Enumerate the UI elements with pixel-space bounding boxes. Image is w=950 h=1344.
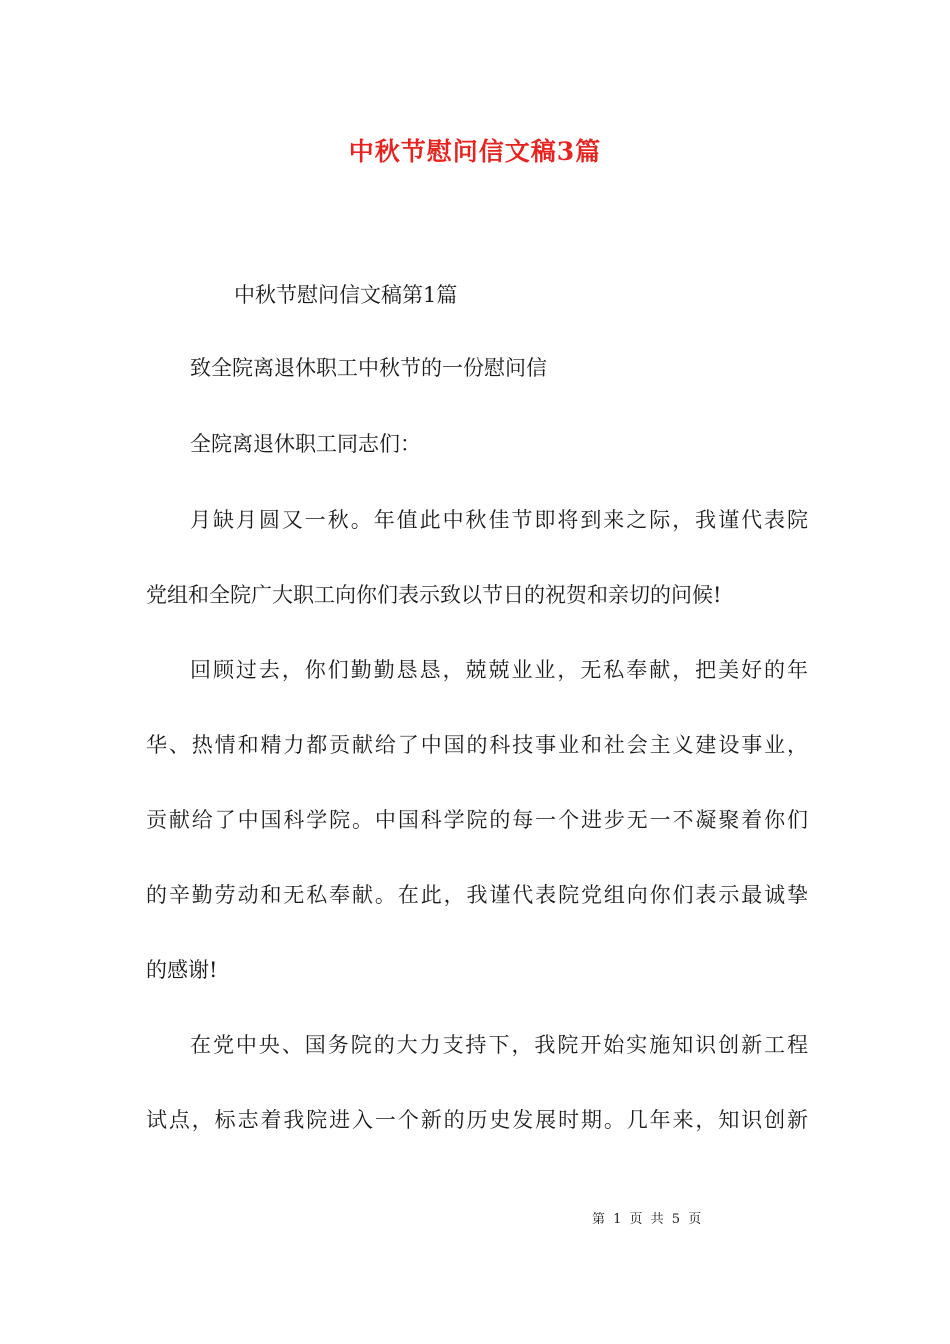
paragraph-line: 在党中央、国务院的大力支持下，我院开始实施知识创新工程 <box>190 1033 808 1057</box>
paragraph-line: 贡献给了中国科学院。中国科学院的每一个进步无一不凝聚着你们 <box>146 808 808 832</box>
paragraph-line: 党组和全院广大职工向你们表示致以节日的祝贺和亲切的问候! <box>146 583 722 607</box>
letter-subject: 致全院离退休职工中秋节的一份慰问信 <box>190 356 547 380</box>
paragraph-line: 的辛勤劳动和无私奉献。在此，我谨代表院党组向你们表示最诚挚 <box>146 883 808 907</box>
paragraph-line: 华、热情和精力都贡献给了中国的科技事业和社会主义建设事业， <box>146 733 808 757</box>
paragraph-line: 的感谢! <box>146 958 218 982</box>
letter-salutation: 全院离退休职工同志们： <box>190 432 421 456</box>
page-number: 第 1 页 共 5 页 <box>592 1212 704 1227</box>
document-title: 中秋节慰问信文稿3篇 <box>348 137 602 166</box>
section-heading: 中秋节慰问信文稿第1篇 <box>234 283 458 307</box>
paragraph-line: 月缺月圆又一秋。年值此中秋佳节即将到来之际，我谨代表院 <box>190 508 808 532</box>
paragraph-line: 试点，标志着我院进入一个新的历史发展时期。几年来，知识创新 <box>146 1108 808 1132</box>
paragraph-line: 回顾过去，你们勤勤恳恳，兢兢业业，无私奉献，把美好的年 <box>190 658 808 682</box>
